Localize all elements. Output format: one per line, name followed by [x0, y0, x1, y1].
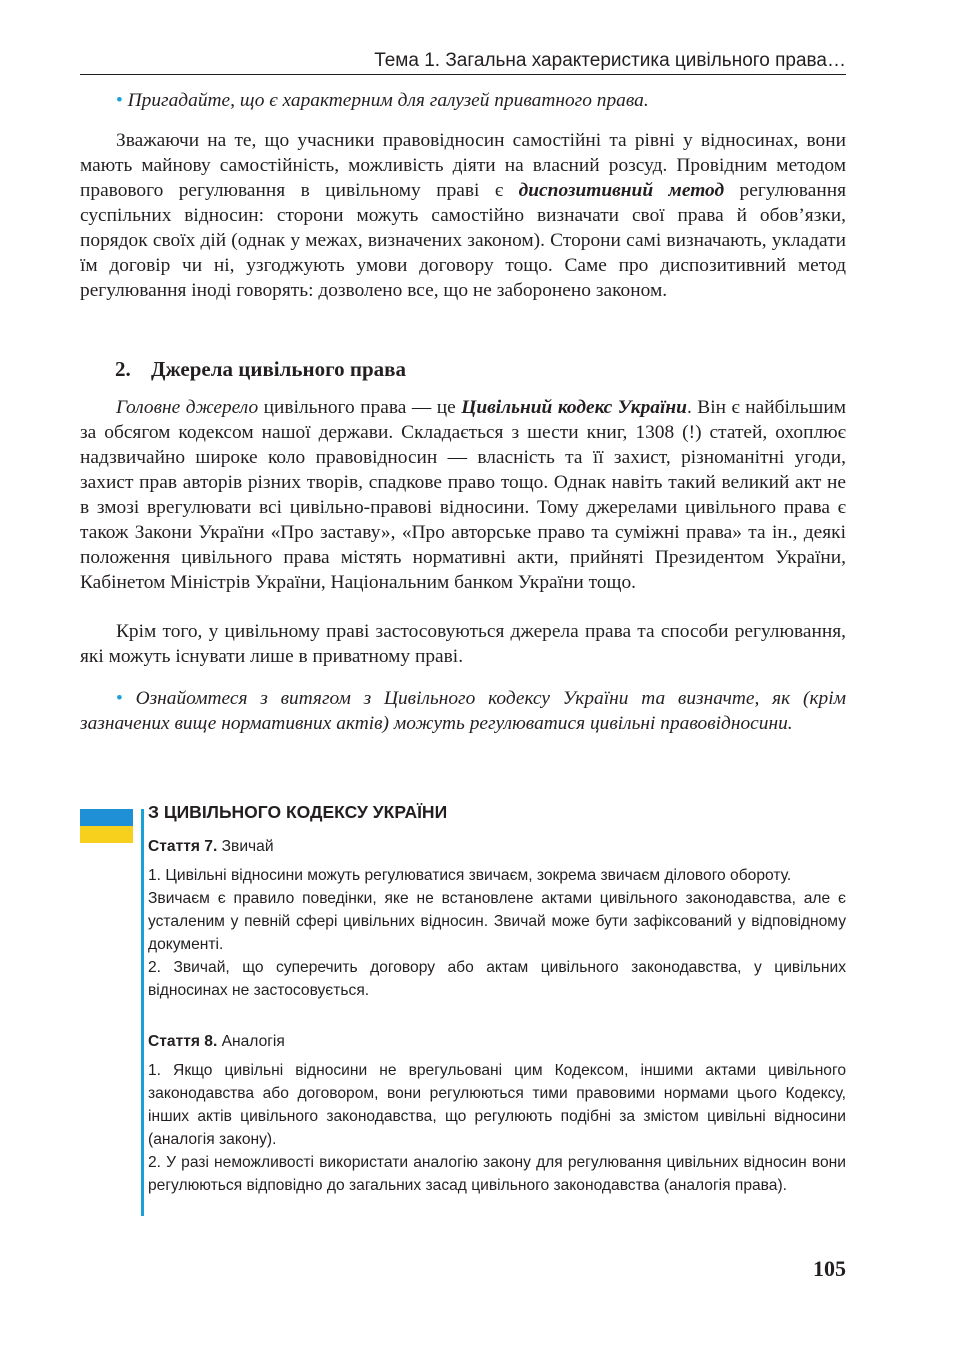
section-number: 2. — [115, 357, 131, 381]
term-main-source: Головне джерело — [116, 397, 259, 418]
task-recall — [80, 88, 846, 113]
term-dispositive-method: диспозитивний метод — [518, 180, 725, 201]
section-title: Джерела цивільного права — [151, 357, 406, 381]
article-8-paragraph: 2. У разі неможливості використати аналогію закону для регулювання цивільних відносин вони регулюються відповідно до загальних засад цивільного законодавства (аналогія права). — [148, 1154, 846, 1194]
task-read-extract — [80, 686, 846, 736]
article-7 — [148, 835, 846, 1002]
running-header: Тема 1. Загальна характеристика цивільного права… — [374, 50, 846, 71]
article-8-label: Стаття 8. — [148, 1033, 218, 1050]
article-7-paragraph: 2. Звичай, що суперечить договору або актам цивільного законодавства, у цивільних відносинах не застосовується. — [148, 959, 846, 999]
paragraph-additional-sources: Крім того, у цивільному праві застосовуються джерела права та способи регулювання, які можуть існувати лише в приватному праві. — [80, 621, 846, 667]
extract-accent-line — [141, 809, 144, 1216]
article-7-title — [148, 835, 846, 858]
ukraine-flag-icon — [80, 809, 133, 826]
article-7-label: Стаття 7. — [148, 838, 218, 855]
section-heading — [115, 356, 406, 382]
article-7-paragraph: 1. Цивільні відносини можуть регулюватися звичаєм, зокрема звичаєм ділового обороту. — [148, 867, 792, 884]
paragraph-main-source — [80, 395, 846, 595]
bullet-icon: • — [116, 90, 123, 111]
header-rule — [80, 74, 846, 75]
article-8-title — [148, 1030, 846, 1053]
paragraph-text: Зважаючи на те, що учасники правовідносин самостійні та рівні у відносинах, вони мають майнову самостійність, можливість діяти на власний розсуд. Провідним методом правового регулювання в цивільному праві є — [80, 130, 846, 201]
ukraine-flag-icon-yellow — [80, 826, 133, 843]
paragraph-dispositive-method — [80, 128, 846, 303]
article-7-paragraph: Звичаєм є правило поведінки, яке не встановлене актами цивільного законодавства, але є усталеним у певній сфері цивільних відносин. Звичай може бути зафіксований у відповідному документі. — [148, 890, 846, 953]
page-number: 105 — [813, 1256, 846, 1281]
paragraph-text: цивільного права — це — [258, 397, 462, 418]
article-8-paragraph: 1. Якщо цивільні відносини не врегульовані цим Кодексом, іншими актами цивільного законодавства або договором, вони регулюються тими правовими нормами цього Кодексу, інших актів цивільного законодавства, що регулюють подібні за змістом цивільні відносини (аналогія закону). — [148, 1062, 846, 1148]
term-civil-code: Цивільний кодекс України — [461, 397, 687, 418]
task-read-extract-text: Ознайомтеся з витягом з Цивільного кодексу України та визначте, як (крім зазначених вище нормативних актів) можуть регулюватися цивільні правовідносини. — [80, 688, 846, 734]
article-8 — [148, 1030, 846, 1197]
paragraph-text: . Він є найбільшим за обсягом кодексом нашої держави. Складається з шести книг, 1308 (!) статей, охоплює надзвичайно широке коло правовідносин — власність та її захист, різноманітні угоди, захист прав авторів різних творів, спадкове право тощо. Однак навіть такий великий акт не в змозі врегулювати всі цивільно-правові відносини. Тому джерелами цивільного права є також Закони України «Про заставу», «Про авторське право та суміжні права» та ін., деякі положення цивільного права містять нормативні акти, прийняті Президентом України, Кабінетом Міністрів України, Національним банком України тощо. — [80, 397, 846, 593]
task-recall-text: Пригадайте, що є характерним для галузей приватного права. — [127, 90, 649, 111]
article-7-name: Звичай — [217, 838, 274, 855]
paragraph-text: регулювання суспільних відносин: сторони можуть самостійно визначати свої права й обов’язки, порядок своїх дій (однак у межах, визначених законом). Сторони самі визначають, укладати їм договір чи ні, узгоджують умови договору тощо. Саме про диспозитивний метод регулювання іноді говорять: дозволено все, що не заборонено законом. — [80, 180, 846, 301]
extract-title: З ЦИВІЛЬНОГО КОДЕКСУ УКРАЇНИ — [148, 802, 448, 822]
article-8-name: Аналогія — [217, 1033, 285, 1050]
bullet-icon: • — [116, 688, 123, 709]
